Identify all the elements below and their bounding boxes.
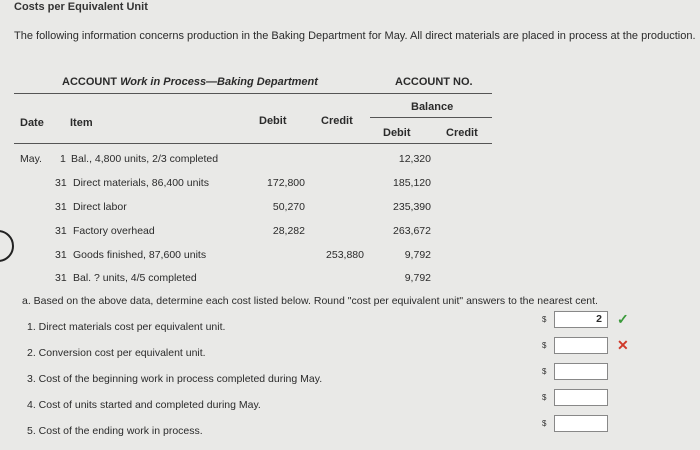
header-balance: Balance (411, 101, 454, 113)
answer-input[interactable] (554, 389, 608, 406)
row-item: Bal. ? units, 4/5 completed (73, 272, 197, 284)
account-number-label: ACCOUNT NO. (395, 76, 473, 88)
row-debit: 50,270 (272, 201, 305, 213)
x-mark-icon: ✕ (617, 337, 629, 353)
header-credit: Credit (321, 115, 353, 127)
row-debit: 172,800 (267, 177, 305, 189)
row-item: Bal., 4,800 units, 2/3 completed (71, 153, 219, 165)
row-item: Goods finished, 87,600 units (73, 249, 207, 261)
row-day: 31 (55, 249, 67, 261)
answer-input[interactable]: 2 (554, 311, 608, 328)
row-debit: 28,282 (272, 225, 305, 237)
row-balance-debit: 12,320 (398, 153, 431, 165)
checkmark-icon: ✓ (617, 311, 629, 327)
currency-symbol: $ (542, 393, 547, 402)
row-day: 31 (55, 225, 67, 237)
header-date: Date (20, 117, 44, 129)
row-credit: 253,880 (326, 249, 364, 261)
circle-mark (0, 230, 14, 262)
account-label: ACCOUNT (62, 76, 117, 88)
account-title (62, 76, 318, 88)
header-balance-debit: Debit (383, 127, 411, 139)
question-label: 2. Conversion cost per equivalent unit. (27, 347, 206, 359)
row-balance-debit: 185,120 (393, 177, 431, 189)
header-bottom-rule (14, 143, 492, 144)
header-top-rule (14, 93, 492, 94)
answer-input[interactable] (554, 415, 608, 432)
row-item: Factory overhead (73, 225, 155, 237)
row-day: 31 (55, 201, 67, 213)
question-label: 4. Cost of units started and completed during May. (27, 399, 261, 411)
row-balance-debit: 9,792 (404, 272, 431, 284)
page-title: Costs per Equivalent Unit (14, 1, 148, 13)
row-balance-debit: 263,672 (393, 225, 431, 237)
question-instructions: a. Based on the above data, determine each cost listed below. Round "cost per equivalent unit" answers to the nearest cent. (22, 295, 598, 307)
currency-symbol: $ (542, 341, 547, 350)
row-month: May. (20, 153, 42, 165)
intro-text: The following information concerns production in the Baking Department for May. All direct materials are placed in process at the production. (14, 30, 696, 42)
row-balance-debit: 235,390 (393, 201, 431, 213)
row-day: 31 (55, 272, 67, 284)
question-label: 3. Cost of the beginning work in process completed during May. (27, 373, 323, 385)
row-day: 1 (60, 153, 66, 165)
currency-symbol: $ (542, 367, 547, 376)
question-label: 5. Cost of the ending work in process. (27, 425, 203, 437)
answer-input[interactable] (554, 363, 608, 380)
header-item: Item (70, 117, 93, 129)
header-debit: Debit (259, 115, 287, 127)
balance-rule (370, 117, 492, 118)
currency-symbol: $ (542, 315, 547, 324)
row-item: Direct materials, 86,400 units (73, 177, 209, 189)
row-balance-debit: 9,792 (404, 249, 431, 261)
row-item: Direct labor (73, 201, 127, 213)
header-balance-credit: Credit (446, 127, 478, 139)
account-name: Work in Process—Baking Department (120, 76, 318, 88)
currency-symbol: $ (542, 419, 547, 428)
question-label: 1. Direct materials cost per equivalent unit. (27, 321, 226, 333)
answer-input[interactable] (554, 337, 608, 354)
row-day: 31 (55, 177, 67, 189)
